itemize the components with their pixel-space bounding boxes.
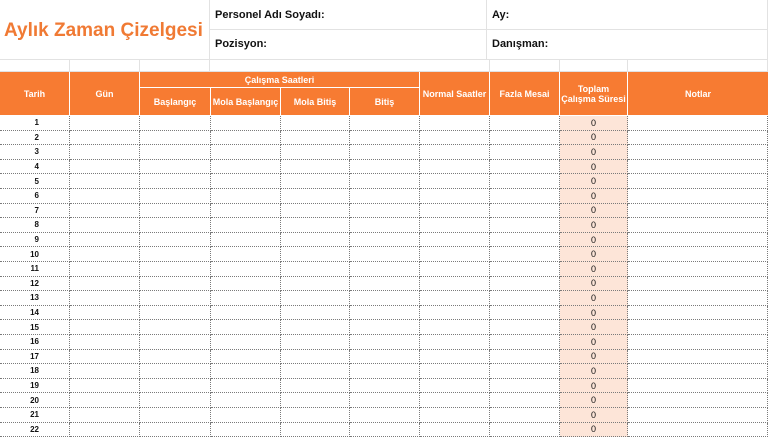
spacer-cell xyxy=(628,60,768,72)
overtime-cell[interactable] xyxy=(490,204,560,219)
overtime-cell[interactable] xyxy=(490,379,560,394)
total-cell[interactable]: 0 xyxy=(560,218,628,233)
col-header-break-start: Mola Başlangıç xyxy=(211,88,281,116)
notes-cell[interactable] xyxy=(628,247,768,262)
overtime-cell[interactable] xyxy=(490,364,560,379)
start-cell[interactable] xyxy=(140,160,211,175)
notes-cell[interactable] xyxy=(628,189,768,204)
end-cell[interactable] xyxy=(350,174,420,189)
notes-cell[interactable] xyxy=(628,174,768,189)
table-row xyxy=(0,408,768,423)
normal-hours-cell[interactable] xyxy=(420,116,490,131)
overtime-cell[interactable] xyxy=(490,189,560,204)
end-cell[interactable] xyxy=(350,218,420,233)
end-cell[interactable] xyxy=(350,335,420,350)
table-row xyxy=(0,423,768,437)
start-cell[interactable] xyxy=(140,291,211,306)
notes-cell[interactable] xyxy=(628,393,768,408)
table-row xyxy=(0,306,768,321)
break-start-cell[interactable] xyxy=(211,262,281,277)
break-end-cell[interactable] xyxy=(281,335,350,350)
start-cell[interactable] xyxy=(140,306,211,321)
notes-cell[interactable] xyxy=(628,306,768,321)
day-cell[interactable] xyxy=(70,364,140,379)
notes-cell[interactable] xyxy=(628,423,768,437)
total-cell[interactable]: 0 xyxy=(560,204,628,219)
notes-cell[interactable] xyxy=(628,379,768,394)
table-row xyxy=(0,189,768,204)
end-cell[interactable] xyxy=(350,408,420,423)
total-cell[interactable]: 0 xyxy=(560,350,628,365)
break-start-cell[interactable] xyxy=(211,277,281,292)
col-header-start: Başlangıç xyxy=(140,88,211,116)
break-end-cell[interactable] xyxy=(281,306,350,321)
day-cell[interactable] xyxy=(70,393,140,408)
date-cell[interactable]: 16 xyxy=(0,335,70,350)
break-start-cell[interactable] xyxy=(211,131,281,146)
total-cell[interactable]: 0 xyxy=(560,291,628,306)
day-cell[interactable] xyxy=(70,306,140,321)
normal-hours-cell[interactable] xyxy=(420,145,490,160)
notes-cell[interactable] xyxy=(628,160,768,175)
col-header-break-end: Mola Bitiş xyxy=(281,88,350,116)
end-cell[interactable] xyxy=(350,291,420,306)
day-cell[interactable] xyxy=(70,160,140,175)
break-start-cell[interactable] xyxy=(211,174,281,189)
normal-hours-cell[interactable] xyxy=(420,160,490,175)
total-cell[interactable]: 0 xyxy=(560,393,628,408)
date-cell[interactable]: 20 xyxy=(0,393,70,408)
table-row xyxy=(0,277,768,292)
date-cell[interactable]: 19 xyxy=(0,379,70,394)
table-row xyxy=(0,131,768,146)
break-end-cell[interactable] xyxy=(281,277,350,292)
overtime-cell[interactable] xyxy=(490,320,560,335)
normal-hours-cell[interactable] xyxy=(420,189,490,204)
date-cell[interactable]: 14 xyxy=(0,306,70,321)
total-cell[interactable]: 0 xyxy=(560,247,628,262)
total-cell[interactable]: 0 xyxy=(560,145,628,160)
break-end-cell[interactable] xyxy=(281,320,350,335)
col-header-end: Bitiş xyxy=(350,88,420,116)
col-header-notes: Notlar xyxy=(628,72,768,116)
start-cell[interactable] xyxy=(140,204,211,219)
break-start-cell[interactable] xyxy=(211,379,281,394)
break-end-cell[interactable] xyxy=(281,233,350,248)
break-end-cell[interactable] xyxy=(281,393,350,408)
break-start-cell[interactable] xyxy=(211,233,281,248)
start-cell[interactable] xyxy=(140,218,211,233)
day-cell[interactable] xyxy=(70,145,140,160)
total-cell[interactable]: 0 xyxy=(560,306,628,321)
break-end-cell[interactable] xyxy=(281,379,350,394)
normal-hours-cell[interactable] xyxy=(420,393,490,408)
break-end-cell[interactable] xyxy=(281,291,350,306)
end-cell[interactable] xyxy=(350,131,420,146)
normal-hours-cell[interactable] xyxy=(420,364,490,379)
total-cell[interactable]: 0 xyxy=(560,174,628,189)
end-cell[interactable] xyxy=(350,350,420,365)
spacer-cell xyxy=(560,60,628,72)
spacer-cell xyxy=(140,60,210,72)
normal-hours-cell[interactable] xyxy=(420,350,490,365)
normal-hours-cell[interactable] xyxy=(420,262,490,277)
position-label: Pozisyon: xyxy=(215,38,267,50)
notes-cell[interactable] xyxy=(628,204,768,219)
table-row xyxy=(0,262,768,277)
advisor-label: Danışman: xyxy=(492,38,549,50)
total-cell[interactable]: 0 xyxy=(560,320,628,335)
overtime-cell[interactable] xyxy=(490,277,560,292)
table-row xyxy=(0,364,768,379)
total-cell[interactable]: 0 xyxy=(560,364,628,379)
break-end-cell[interactable] xyxy=(281,160,350,175)
notes-cell[interactable] xyxy=(628,291,768,306)
notes-cell[interactable] xyxy=(628,364,768,379)
break-start-cell[interactable] xyxy=(211,160,281,175)
start-cell[interactable] xyxy=(140,320,211,335)
break-end-cell[interactable] xyxy=(281,116,350,131)
end-cell[interactable] xyxy=(350,233,420,248)
total-cell[interactable]: 0 xyxy=(560,189,628,204)
start-cell[interactable] xyxy=(140,379,211,394)
end-cell[interactable] xyxy=(350,364,420,379)
break-end-cell[interactable] xyxy=(281,423,350,437)
start-cell[interactable] xyxy=(140,364,211,379)
break-end-cell[interactable] xyxy=(281,350,350,365)
start-cell[interactable] xyxy=(140,189,211,204)
break-end-cell[interactable] xyxy=(281,247,350,262)
table-row xyxy=(0,320,768,335)
total-cell[interactable]: 0 xyxy=(560,335,628,350)
break-end-cell[interactable] xyxy=(281,218,350,233)
col-header-date: Tarih xyxy=(0,72,70,116)
col-header-overtime: Fazla Mesai xyxy=(490,72,560,116)
start-cell[interactable] xyxy=(140,408,211,423)
date-cell[interactable]: 4 xyxy=(0,160,70,175)
normal-hours-cell[interactable] xyxy=(420,335,490,350)
day-cell[interactable] xyxy=(70,218,140,233)
break-start-cell[interactable] xyxy=(211,350,281,365)
overtime-cell[interactable] xyxy=(490,291,560,306)
end-cell[interactable] xyxy=(350,116,420,131)
overtime-cell[interactable] xyxy=(490,233,560,248)
date-cell[interactable]: 11 xyxy=(0,262,70,277)
day-cell[interactable] xyxy=(70,350,140,365)
overtime-cell[interactable] xyxy=(490,393,560,408)
overtime-cell[interactable] xyxy=(490,423,560,437)
notes-cell[interactable] xyxy=(628,335,768,350)
overtime-cell[interactable] xyxy=(490,116,560,131)
end-cell[interactable] xyxy=(350,247,420,262)
normal-hours-cell[interactable] xyxy=(420,204,490,219)
date-cell[interactable]: 9 xyxy=(0,233,70,248)
end-cell[interactable] xyxy=(350,423,420,437)
normal-hours-cell[interactable] xyxy=(420,277,490,292)
overtime-cell[interactable] xyxy=(490,306,560,321)
total-cell[interactable]: 0 xyxy=(560,423,628,437)
overtime-cell[interactable] xyxy=(490,350,560,365)
date-cell[interactable]: 10 xyxy=(0,247,70,262)
normal-hours-cell[interactable] xyxy=(420,379,490,394)
day-cell[interactable] xyxy=(70,379,140,394)
break-start-cell[interactable] xyxy=(211,320,281,335)
table-row xyxy=(0,160,768,175)
date-cell[interactable]: 3 xyxy=(0,145,70,160)
break-start-cell[interactable] xyxy=(211,364,281,379)
total-cell[interactable]: 0 xyxy=(560,131,628,146)
break-start-cell[interactable] xyxy=(211,189,281,204)
day-cell[interactable] xyxy=(70,204,140,219)
spacer-cell xyxy=(0,60,70,72)
col-header-normal-hours: Normal Saatler xyxy=(420,72,490,116)
spacer-cell xyxy=(490,60,560,72)
table-row xyxy=(0,350,768,365)
normal-hours-cell[interactable] xyxy=(420,423,490,437)
overtime-cell[interactable] xyxy=(490,218,560,233)
total-cell[interactable]: 0 xyxy=(560,379,628,394)
end-cell[interactable] xyxy=(350,262,420,277)
date-cell[interactable]: 1 xyxy=(0,116,70,131)
notes-cell[interactable] xyxy=(628,262,768,277)
start-cell[interactable] xyxy=(140,233,211,248)
table-row xyxy=(0,291,768,306)
table-row xyxy=(0,335,768,350)
normal-hours-cell[interactable] xyxy=(420,408,490,423)
end-cell[interactable] xyxy=(350,204,420,219)
normal-hours-cell[interactable] xyxy=(420,291,490,306)
spacer-cell xyxy=(70,60,140,72)
break-start-cell[interactable] xyxy=(211,116,281,131)
break-start-cell[interactable] xyxy=(211,247,281,262)
total-cell[interactable]: 0 xyxy=(560,160,628,175)
overtime-cell[interactable] xyxy=(490,174,560,189)
normal-hours-cell[interactable] xyxy=(420,218,490,233)
month-cell[interactable] xyxy=(487,0,768,30)
overtime-cell[interactable] xyxy=(490,131,560,146)
notes-cell[interactable] xyxy=(628,233,768,248)
overtime-cell[interactable] xyxy=(490,262,560,277)
day-cell[interactable] xyxy=(70,320,140,335)
day-cell[interactable] xyxy=(70,247,140,262)
page-title: Aylık Zaman Çizelgesi xyxy=(4,20,203,41)
table-row xyxy=(0,247,768,262)
date-cell[interactable]: 21 xyxy=(0,408,70,423)
notes-cell[interactable] xyxy=(628,131,768,146)
start-cell[interactable] xyxy=(140,335,211,350)
end-cell[interactable] xyxy=(350,306,420,321)
notes-cell[interactable] xyxy=(628,320,768,335)
end-cell[interactable] xyxy=(350,277,420,292)
break-start-cell[interactable] xyxy=(211,408,281,423)
overtime-cell[interactable] xyxy=(490,335,560,350)
notes-cell[interactable] xyxy=(628,408,768,423)
break-end-cell[interactable] xyxy=(281,408,350,423)
start-cell[interactable] xyxy=(140,247,211,262)
date-cell[interactable]: 5 xyxy=(0,174,70,189)
date-cell[interactable]: 15 xyxy=(0,320,70,335)
employee-name-label: Personel Adı Soyadı: xyxy=(215,9,325,21)
end-cell[interactable] xyxy=(350,320,420,335)
date-cell[interactable]: 13 xyxy=(0,291,70,306)
day-cell[interactable] xyxy=(70,423,140,437)
break-end-cell[interactable] xyxy=(281,189,350,204)
table-row xyxy=(0,379,768,394)
table-row xyxy=(0,174,768,189)
end-cell[interactable] xyxy=(350,145,420,160)
start-cell[interactable] xyxy=(140,393,211,408)
overtime-cell[interactable] xyxy=(490,408,560,423)
break-start-cell[interactable] xyxy=(211,306,281,321)
day-cell[interactable] xyxy=(70,277,140,292)
day-cell[interactable] xyxy=(70,262,140,277)
break-end-cell[interactable] xyxy=(281,204,350,219)
col-header-day: Gün xyxy=(70,72,140,116)
total-cell[interactable]: 0 xyxy=(560,116,628,131)
table-row xyxy=(0,233,768,248)
date-cell[interactable]: 6 xyxy=(0,189,70,204)
day-cell[interactable] xyxy=(70,116,140,131)
day-cell[interactable] xyxy=(70,174,140,189)
day-cell[interactable] xyxy=(70,189,140,204)
table-row xyxy=(0,393,768,408)
end-cell[interactable] xyxy=(350,189,420,204)
date-cell[interactable]: 17 xyxy=(0,350,70,365)
break-end-cell[interactable] xyxy=(281,262,350,277)
normal-hours-cell[interactable] xyxy=(420,320,490,335)
break-end-cell[interactable] xyxy=(281,364,350,379)
end-cell[interactable] xyxy=(350,379,420,394)
total-cell[interactable]: 0 xyxy=(560,262,628,277)
date-cell[interactable]: 12 xyxy=(0,277,70,292)
notes-cell[interactable] xyxy=(628,277,768,292)
day-cell[interactable] xyxy=(70,233,140,248)
date-cell[interactable]: 8 xyxy=(0,218,70,233)
break-start-cell[interactable] xyxy=(211,291,281,306)
total-cell[interactable]: 0 xyxy=(560,233,628,248)
spacer-cell xyxy=(210,60,490,72)
normal-hours-cell[interactable] xyxy=(420,233,490,248)
end-cell[interactable] xyxy=(350,393,420,408)
break-end-cell[interactable] xyxy=(281,131,350,146)
normal-hours-cell[interactable] xyxy=(420,247,490,262)
break-start-cell[interactable] xyxy=(211,145,281,160)
date-cell[interactable]: 7 xyxy=(0,204,70,219)
overtime-cell[interactable] xyxy=(490,247,560,262)
date-cell[interactable]: 22 xyxy=(0,423,70,437)
start-cell[interactable] xyxy=(140,423,211,437)
normal-hours-cell[interactable] xyxy=(420,306,490,321)
end-cell[interactable] xyxy=(350,160,420,175)
start-cell[interactable] xyxy=(140,131,211,146)
break-start-cell[interactable] xyxy=(211,423,281,437)
overtime-cell[interactable] xyxy=(490,160,560,175)
date-cell[interactable]: 18 xyxy=(0,364,70,379)
notes-cell[interactable] xyxy=(628,350,768,365)
notes-cell[interactable] xyxy=(628,145,768,160)
table-row xyxy=(0,204,768,219)
month-label: Ay: xyxy=(492,9,510,21)
start-cell[interactable] xyxy=(140,145,211,160)
day-cell[interactable] xyxy=(70,408,140,423)
table-row xyxy=(0,116,768,131)
total-cell[interactable]: 0 xyxy=(560,277,628,292)
notes-cell[interactable] xyxy=(628,218,768,233)
start-cell[interactable] xyxy=(140,262,211,277)
notes-cell[interactable] xyxy=(628,116,768,131)
break-start-cell[interactable] xyxy=(211,218,281,233)
break-end-cell[interactable] xyxy=(281,145,350,160)
start-cell[interactable] xyxy=(140,350,211,365)
start-cell[interactable] xyxy=(140,277,211,292)
break-start-cell[interactable] xyxy=(211,335,281,350)
date-cell[interactable]: 2 xyxy=(0,131,70,146)
day-cell[interactable] xyxy=(70,131,140,146)
normal-hours-cell[interactable] xyxy=(420,174,490,189)
col-header-working-hours: Çalışma Saatleri xyxy=(140,72,420,88)
table-row xyxy=(0,218,768,233)
col-header-total: Toplam Çalışma Süresi xyxy=(560,72,628,116)
start-cell[interactable] xyxy=(140,174,211,189)
break-end-cell[interactable] xyxy=(281,174,350,189)
table-row xyxy=(0,145,768,160)
break-start-cell[interactable] xyxy=(211,393,281,408)
total-cell[interactable]: 0 xyxy=(560,408,628,423)
normal-hours-cell[interactable] xyxy=(420,131,490,146)
day-cell[interactable] xyxy=(70,291,140,306)
start-cell[interactable] xyxy=(140,116,211,131)
day-cell[interactable] xyxy=(70,335,140,350)
break-start-cell[interactable] xyxy=(211,204,281,219)
overtime-cell[interactable] xyxy=(490,145,560,160)
